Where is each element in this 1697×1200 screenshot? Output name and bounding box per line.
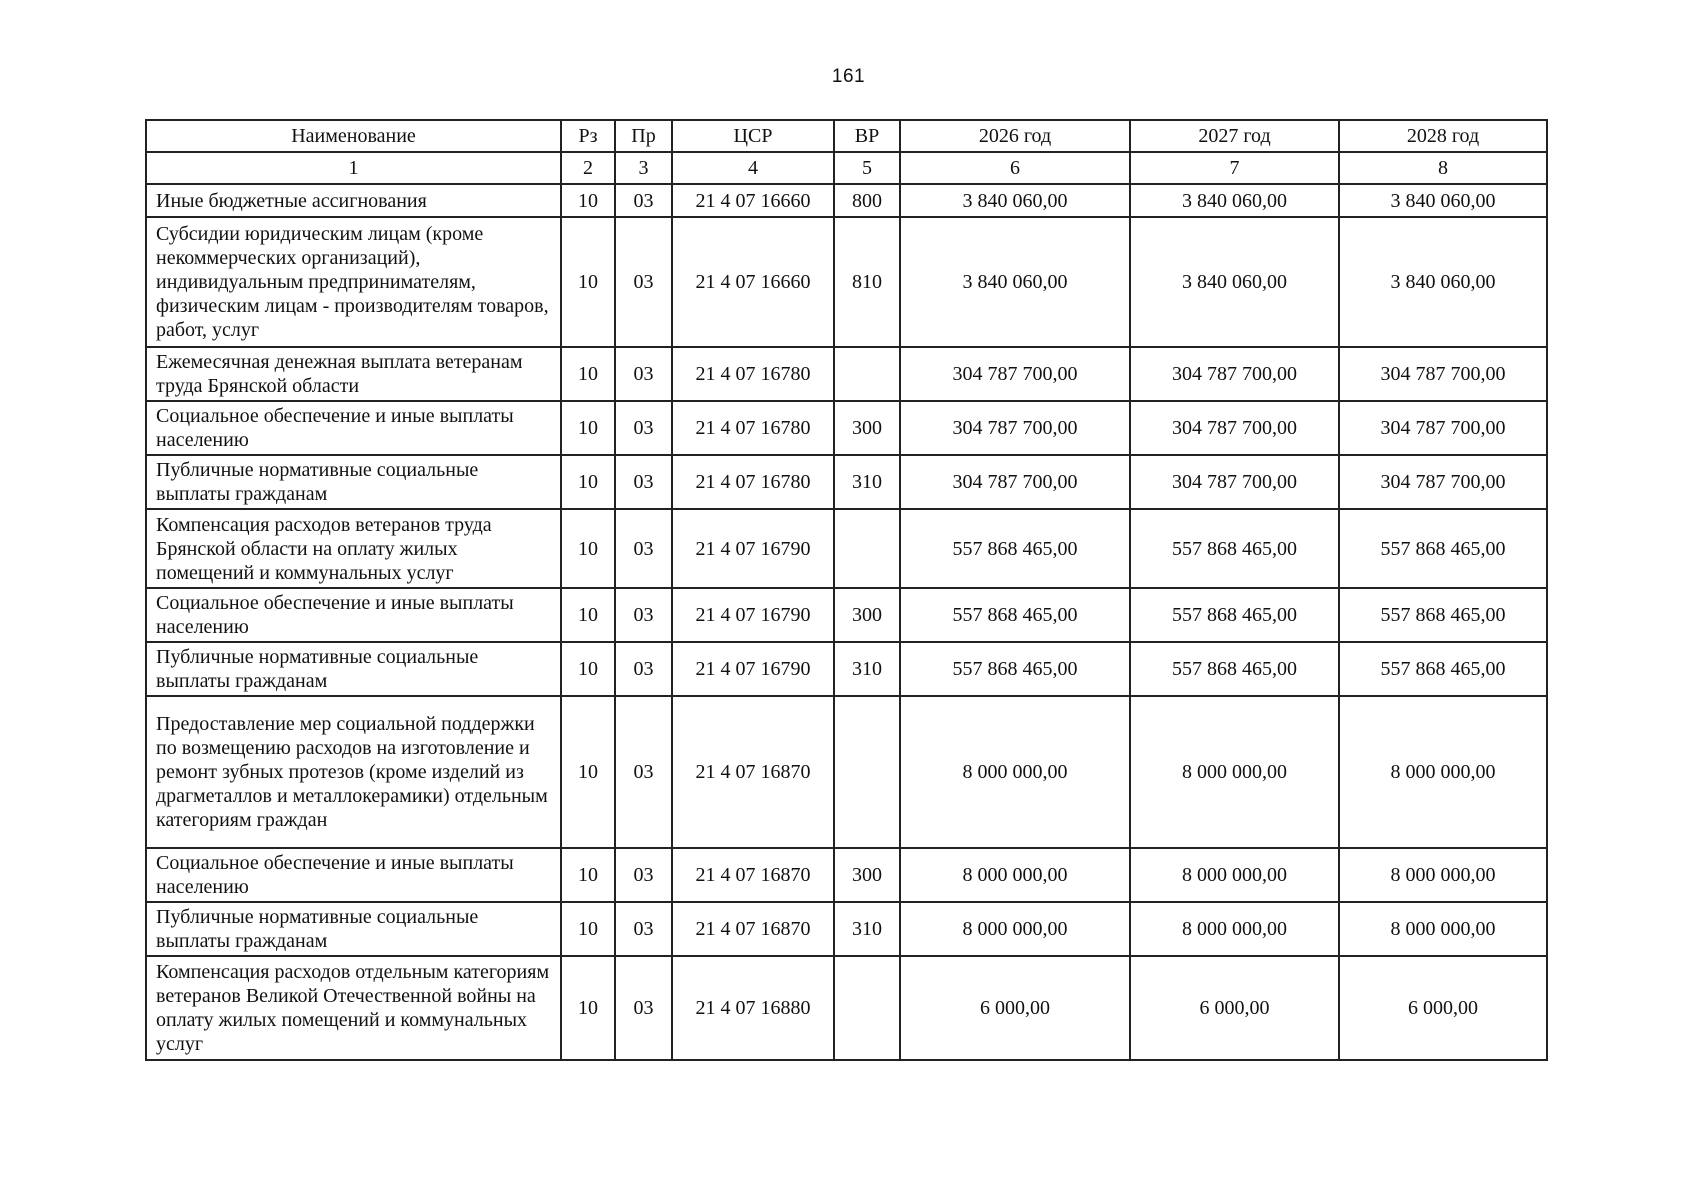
row-2027: 3 840 060,00 [1130, 217, 1339, 347]
row-vr [834, 347, 900, 401]
row-name: Социальное обеспечение и иные выплаты населению [146, 588, 561, 642]
row-2028: 3 840 060,00 [1339, 217, 1547, 347]
row-rz: 10 [561, 956, 615, 1060]
row-2027: 8 000 000,00 [1130, 696, 1339, 848]
row-2028: 557 868 465,00 [1339, 642, 1547, 696]
table-row [146, 956, 1547, 1060]
row-name: Социальное обеспечение и иные выплаты населению [146, 401, 561, 455]
row-name: Ежемесячная денежная выплата ветеранам труда Брянской области [146, 347, 561, 401]
row-rz: 10 [561, 588, 615, 642]
row-csr: 21 4 07 16660 [672, 184, 834, 217]
budget-table [145, 119, 1548, 1061]
row-vr: 310 [834, 902, 900, 956]
column-number: 7 [1130, 152, 1339, 184]
row-csr: 21 4 07 16790 [672, 509, 834, 588]
table-row [146, 347, 1547, 401]
row-pr: 03 [615, 588, 672, 642]
table-row [146, 848, 1547, 902]
row-pr: 03 [615, 848, 672, 902]
row-csr: 21 4 07 16870 [672, 902, 834, 956]
row-2026: 3 840 060,00 [900, 184, 1130, 217]
row-2027: 304 787 700,00 [1130, 455, 1339, 509]
column-number: 5 [834, 152, 900, 184]
table-row [146, 217, 1547, 347]
row-2028: 8 000 000,00 [1339, 696, 1547, 848]
table-row [146, 401, 1547, 455]
row-2028: 304 787 700,00 [1339, 401, 1547, 455]
row-2026: 8 000 000,00 [900, 902, 1130, 956]
column-number: 1 [146, 152, 561, 184]
row-2027: 3 840 060,00 [1130, 184, 1339, 217]
header-2028: 2028 год [1339, 120, 1547, 152]
row-2028: 304 787 700,00 [1339, 347, 1547, 401]
row-vr: 800 [834, 184, 900, 217]
row-rz: 10 [561, 902, 615, 956]
table-row [146, 184, 1547, 217]
row-csr: 21 4 07 16880 [672, 956, 834, 1060]
row-2026: 304 787 700,00 [900, 401, 1130, 455]
row-rz: 10 [561, 184, 615, 217]
row-2027: 557 868 465,00 [1130, 509, 1339, 588]
row-2026: 557 868 465,00 [900, 642, 1130, 696]
row-pr: 03 [615, 455, 672, 509]
row-vr: 300 [834, 588, 900, 642]
table-row [146, 588, 1547, 642]
row-rz: 10 [561, 401, 615, 455]
column-number: 2 [561, 152, 615, 184]
row-csr: 21 4 07 16790 [672, 642, 834, 696]
row-pr: 03 [615, 509, 672, 588]
row-2028: 8 000 000,00 [1339, 848, 1547, 902]
row-csr: 21 4 07 16790 [672, 588, 834, 642]
row-2027: 557 868 465,00 [1130, 588, 1339, 642]
row-csr: 21 4 07 16870 [672, 848, 834, 902]
row-2026: 557 868 465,00 [900, 509, 1130, 588]
row-rz: 10 [561, 642, 615, 696]
row-name: Субсидии юридическим лицам (кроме некоммерческих организаций), индивидуальным предпринимателям, физическим лицам - производителям товаров, работ, услуг [146, 217, 561, 347]
row-vr [834, 509, 900, 588]
row-2026: 8 000 000,00 [900, 848, 1130, 902]
row-pr: 03 [615, 217, 672, 347]
header-vr: ВР [834, 120, 900, 152]
row-pr: 03 [615, 642, 672, 696]
row-vr [834, 956, 900, 1060]
column-number: 3 [615, 152, 672, 184]
column-number-row [146, 152, 1547, 184]
row-2026: 3 840 060,00 [900, 217, 1130, 347]
table-row [146, 509, 1547, 588]
column-number: 4 [672, 152, 834, 184]
row-2028: 304 787 700,00 [1339, 455, 1547, 509]
row-vr: 300 [834, 848, 900, 902]
table-row [146, 696, 1547, 848]
row-2027: 8 000 000,00 [1130, 848, 1339, 902]
row-pr: 03 [615, 902, 672, 956]
row-2028: 557 868 465,00 [1339, 509, 1547, 588]
row-2027: 8 000 000,00 [1130, 902, 1339, 956]
row-name: Публичные нормативные социальные выплаты гражданам [146, 902, 561, 956]
header-name: Наименование [146, 120, 561, 152]
row-2028: 3 840 060,00 [1339, 184, 1547, 217]
row-name: Иные бюджетные ассигнования [146, 184, 561, 217]
column-number: 6 [900, 152, 1130, 184]
row-2028: 6 000,00 [1339, 956, 1547, 1060]
row-2027: 304 787 700,00 [1130, 401, 1339, 455]
header-rz: Рз [561, 120, 615, 152]
header-2026: 2026 год [900, 120, 1130, 152]
row-name: Компенсация расходов отдельным категориям ветеранов Великой Отечественной войны на оплату жилых помещений и коммунальных услуг [146, 956, 561, 1060]
row-pr: 03 [615, 696, 672, 848]
row-vr [834, 696, 900, 848]
row-rz: 10 [561, 217, 615, 347]
table-row [146, 642, 1547, 696]
row-vr: 310 [834, 642, 900, 696]
row-name: Публичные нормативные социальные выплаты гражданам [146, 455, 561, 509]
row-vr: 310 [834, 455, 900, 509]
row-2026: 8 000 000,00 [900, 696, 1130, 848]
row-2028: 8 000 000,00 [1339, 902, 1547, 956]
row-rz: 10 [561, 455, 615, 509]
row-vr: 300 [834, 401, 900, 455]
row-2026: 557 868 465,00 [900, 588, 1130, 642]
header-csr: ЦСР [672, 120, 834, 152]
page-number: 161 [831, 66, 866, 87]
row-name: Публичные нормативные социальные выплаты гражданам [146, 642, 561, 696]
row-pr: 03 [615, 347, 672, 401]
table-row [146, 902, 1547, 956]
row-pr: 03 [615, 956, 672, 1060]
row-2027: 6 000,00 [1130, 956, 1339, 1060]
row-2027: 557 868 465,00 [1130, 642, 1339, 696]
row-csr: 21 4 07 16660 [672, 217, 834, 347]
row-csr: 21 4 07 16870 [672, 696, 834, 848]
row-csr: 21 4 07 16780 [672, 401, 834, 455]
row-rz: 10 [561, 509, 615, 588]
header-pr: Пр [615, 120, 672, 152]
row-csr: 21 4 07 16780 [672, 455, 834, 509]
row-name: Предоставление мер социальной поддержки по возмещению расходов на изготовление и ремонт зубных протезов (кроме изделий из драгметаллов и металлокерамики) отдельным категориям граждан [146, 696, 561, 848]
header-row [146, 120, 1547, 152]
row-name: Компенсация расходов ветеранов труда Брянской области на оплату жилых помещений и коммунальных услуг [146, 509, 561, 588]
row-csr: 21 4 07 16780 [672, 347, 834, 401]
table-row [146, 455, 1547, 509]
row-name: Социальное обеспечение и иные выплаты населению [146, 848, 561, 902]
row-2026: 6 000,00 [900, 956, 1130, 1060]
row-2027: 304 787 700,00 [1130, 347, 1339, 401]
row-rz: 10 [561, 347, 615, 401]
row-2026: 304 787 700,00 [900, 347, 1130, 401]
column-number: 8 [1339, 152, 1547, 184]
header-2027: 2027 год [1130, 120, 1339, 152]
row-2026: 304 787 700,00 [900, 455, 1130, 509]
row-pr: 03 [615, 401, 672, 455]
row-2028: 557 868 465,00 [1339, 588, 1547, 642]
row-vr: 810 [834, 217, 900, 347]
row-rz: 10 [561, 696, 615, 848]
row-pr: 03 [615, 184, 672, 217]
row-rz: 10 [561, 848, 615, 902]
